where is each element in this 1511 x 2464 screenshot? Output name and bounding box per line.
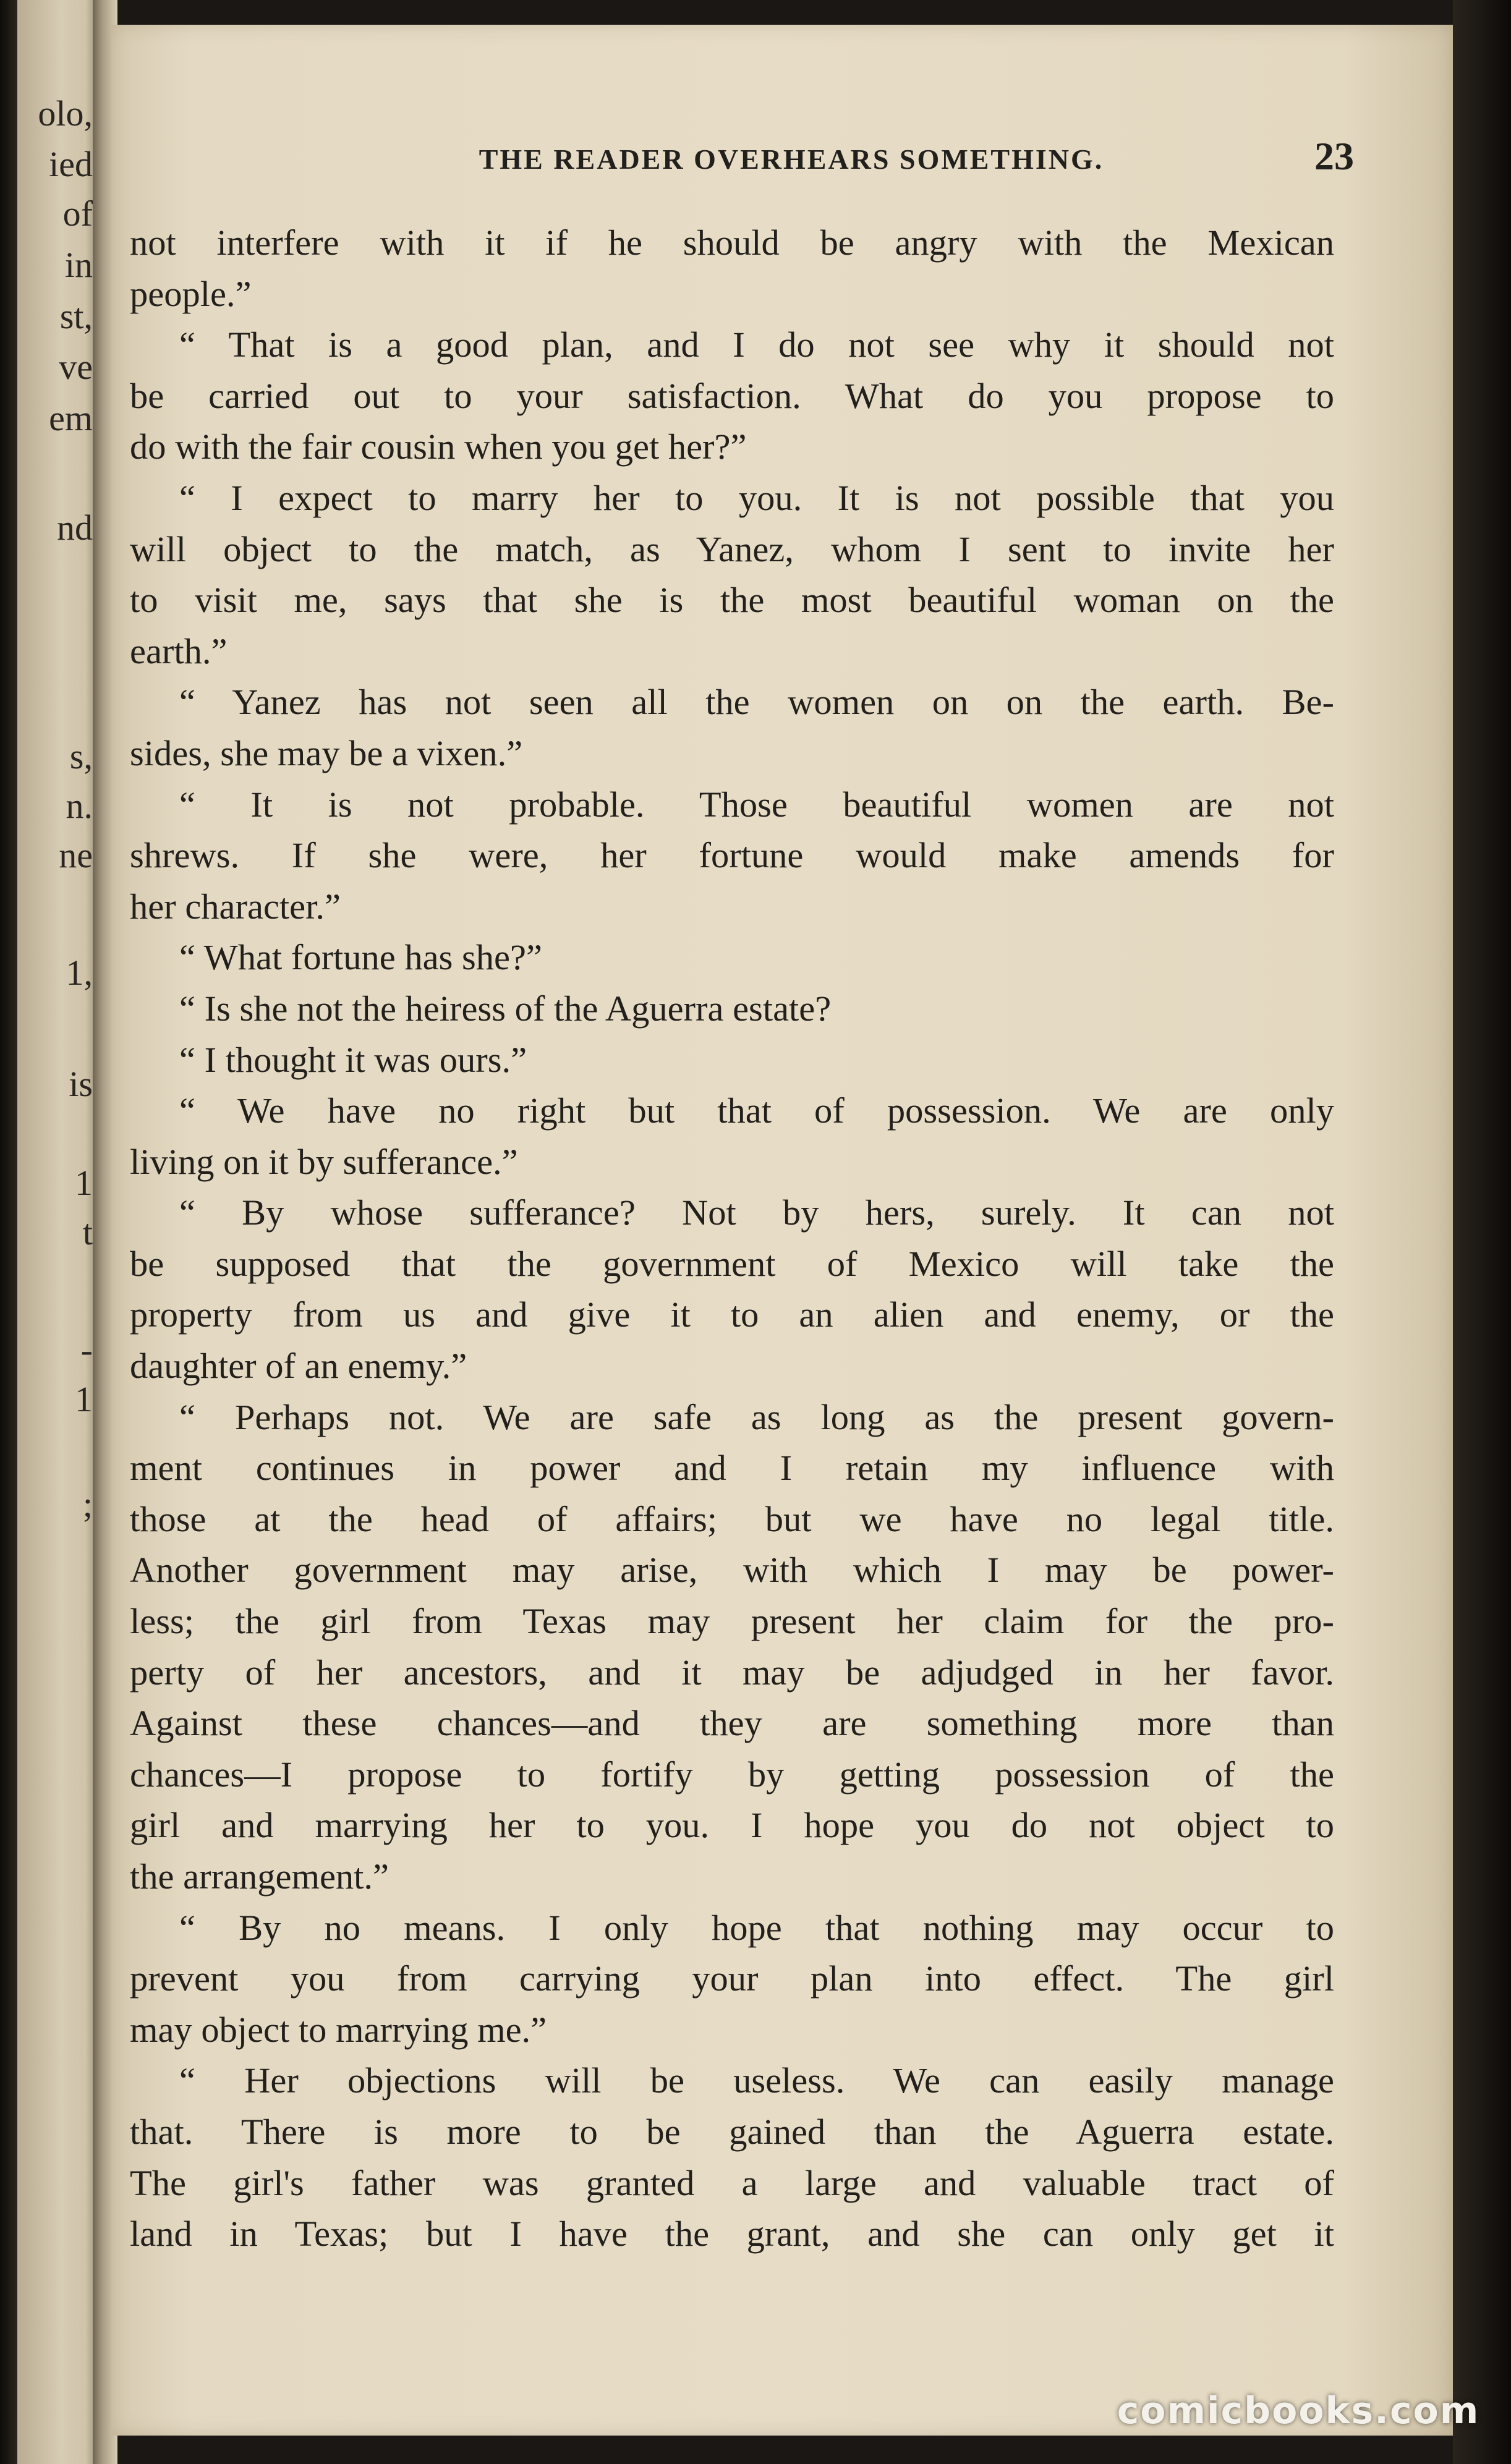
text-line: do with the fair cousin when you get her?” bbox=[130, 427, 747, 467]
text-line: land in Texas; but I have the grant, and she can only get it bbox=[130, 2214, 1334, 2254]
text-line: living on it by sufferance.” bbox=[130, 1141, 518, 1182]
text-line: ment continues in power and I retain my influence with bbox=[130, 1448, 1334, 1489]
text-line: may object to marrying me.” bbox=[130, 2009, 547, 2050]
previous-page-text-fragment: t bbox=[82, 1212, 93, 1252]
text-line: to visit me, says that she is the most beautiful woman on the bbox=[130, 580, 1334, 621]
previous-page-text-fragment: st, bbox=[59, 296, 93, 336]
previous-page-text-fragment: ; bbox=[82, 1484, 93, 1524]
previous-page-text-fragment: is bbox=[69, 1064, 93, 1104]
previous-page-text-fragment: 1, bbox=[66, 953, 93, 993]
previous-page-text-fragment: nd bbox=[57, 508, 93, 548]
text-line: less; the girl from Texas may present her claim for the pro- bbox=[130, 1601, 1334, 1642]
text-line: the arrangement.” bbox=[130, 1856, 389, 1897]
text-line: chances—I propose to fortify by getting possession of the bbox=[130, 1754, 1334, 1795]
text-line: shrews. If she were, her fortune would make amends for bbox=[130, 835, 1334, 876]
watermark: comicbooks.com bbox=[1117, 2389, 1480, 2432]
book-binding bbox=[0, 0, 17, 2464]
text-line: “ By whose sufferance? Not by hers, surely. It can not bbox=[179, 1192, 1334, 1233]
previous-page-text-fragment: s, bbox=[69, 736, 93, 776]
previous-page-text-fragment: n. bbox=[66, 786, 93, 826]
text-line: daughter of an enemy.” bbox=[130, 1346, 467, 1387]
text-line: Another government may arise, with which I may be power- bbox=[130, 1550, 1334, 1591]
text-line: girl and marrying her to you. I hope you do not object to bbox=[130, 1805, 1334, 1846]
text-line: The girl's father was granted a large and valuable tract of bbox=[130, 2162, 1334, 2203]
text-line: “ It is not probable. Those beautiful women are not bbox=[179, 784, 1334, 825]
text-line: “ Is she not the heiress of the Aguerra estate? bbox=[179, 988, 832, 1029]
text-line: that. There is more to be gained than the Aguerra estate. bbox=[130, 2111, 1334, 2152]
text-line: be supposed that the government of Mexico will take the bbox=[130, 1243, 1334, 1284]
text-line: people.” bbox=[130, 273, 252, 314]
previous-page-text-fragment: 1 bbox=[75, 1163, 93, 1203]
previous-page-text-fragment: of bbox=[62, 193, 93, 234]
text-line: “ Yanez has not seen all the women on on the earth. Be- bbox=[179, 682, 1334, 723]
previous-page-text-fragment: ied bbox=[49, 144, 93, 184]
text-line: not interfere with it if he should be angry with the Mexican bbox=[130, 223, 1334, 263]
text-line: will object to the match, as Yanez, whom I sent to invite her bbox=[130, 529, 1334, 569]
text-line: Against these chances—and they are something more than bbox=[130, 1703, 1334, 1744]
text-line: sides, she may be a vixen.” bbox=[130, 733, 523, 773]
page-number: 23 bbox=[1314, 134, 1354, 178]
previous-page-text-fragment: in bbox=[64, 245, 93, 285]
text-line: “ By no means. I only hope that nothing may occur to bbox=[179, 1907, 1334, 1948]
previous-page-text-fragment: ne bbox=[59, 835, 93, 875]
running-title: THE READER OVERHEARS SOMETHING. bbox=[479, 143, 1104, 175]
previous-page-text-fragment: ve bbox=[59, 347, 93, 387]
previous-page-edge bbox=[17, 0, 98, 2464]
text-line: “ I expect to marry her to you. It is not possible that you bbox=[179, 477, 1334, 518]
text-line: her character.” bbox=[130, 886, 341, 927]
text-line: prevent you from carrying your plan into effect. The girl bbox=[130, 1958, 1334, 1999]
previous-page-text-fragment: 1 bbox=[75, 1379, 93, 1419]
text-line: earth.” bbox=[130, 631, 228, 671]
text-line: “ What fortune has she?” bbox=[179, 937, 542, 978]
previous-page-text-fragment: em bbox=[49, 398, 93, 438]
text-line: “ That is a good plan, and I do not see why it should not bbox=[179, 325, 1334, 365]
text-line: property from us and give it to an alien and enemy, or the bbox=[130, 1294, 1334, 1335]
previous-page-text-fragment: olo, bbox=[38, 93, 93, 134]
text-line: “ I thought it was ours.” bbox=[179, 1039, 527, 1080]
text-line: “ Her objections will be useless. We can easily manage bbox=[179, 2060, 1334, 2101]
text-line: be carried out to your satisfaction. What do you propose to bbox=[130, 375, 1334, 416]
text-line: perty of her ancestors, and it may be adjudged in her favor. bbox=[130, 1652, 1334, 1693]
text-line: those at the head of affairs; but we have no legal title. bbox=[130, 1498, 1334, 1539]
scan-right-edge bbox=[1453, 0, 1511, 2464]
previous-page-text-fragment: - bbox=[80, 1330, 93, 1370]
text-line: “ Perhaps not. We are safe as long as the present govern- bbox=[179, 1396, 1334, 1437]
body-text bbox=[130, 218, 1334, 2260]
text-line: “ We have no right but that of possession. We are only bbox=[179, 1090, 1334, 1131]
